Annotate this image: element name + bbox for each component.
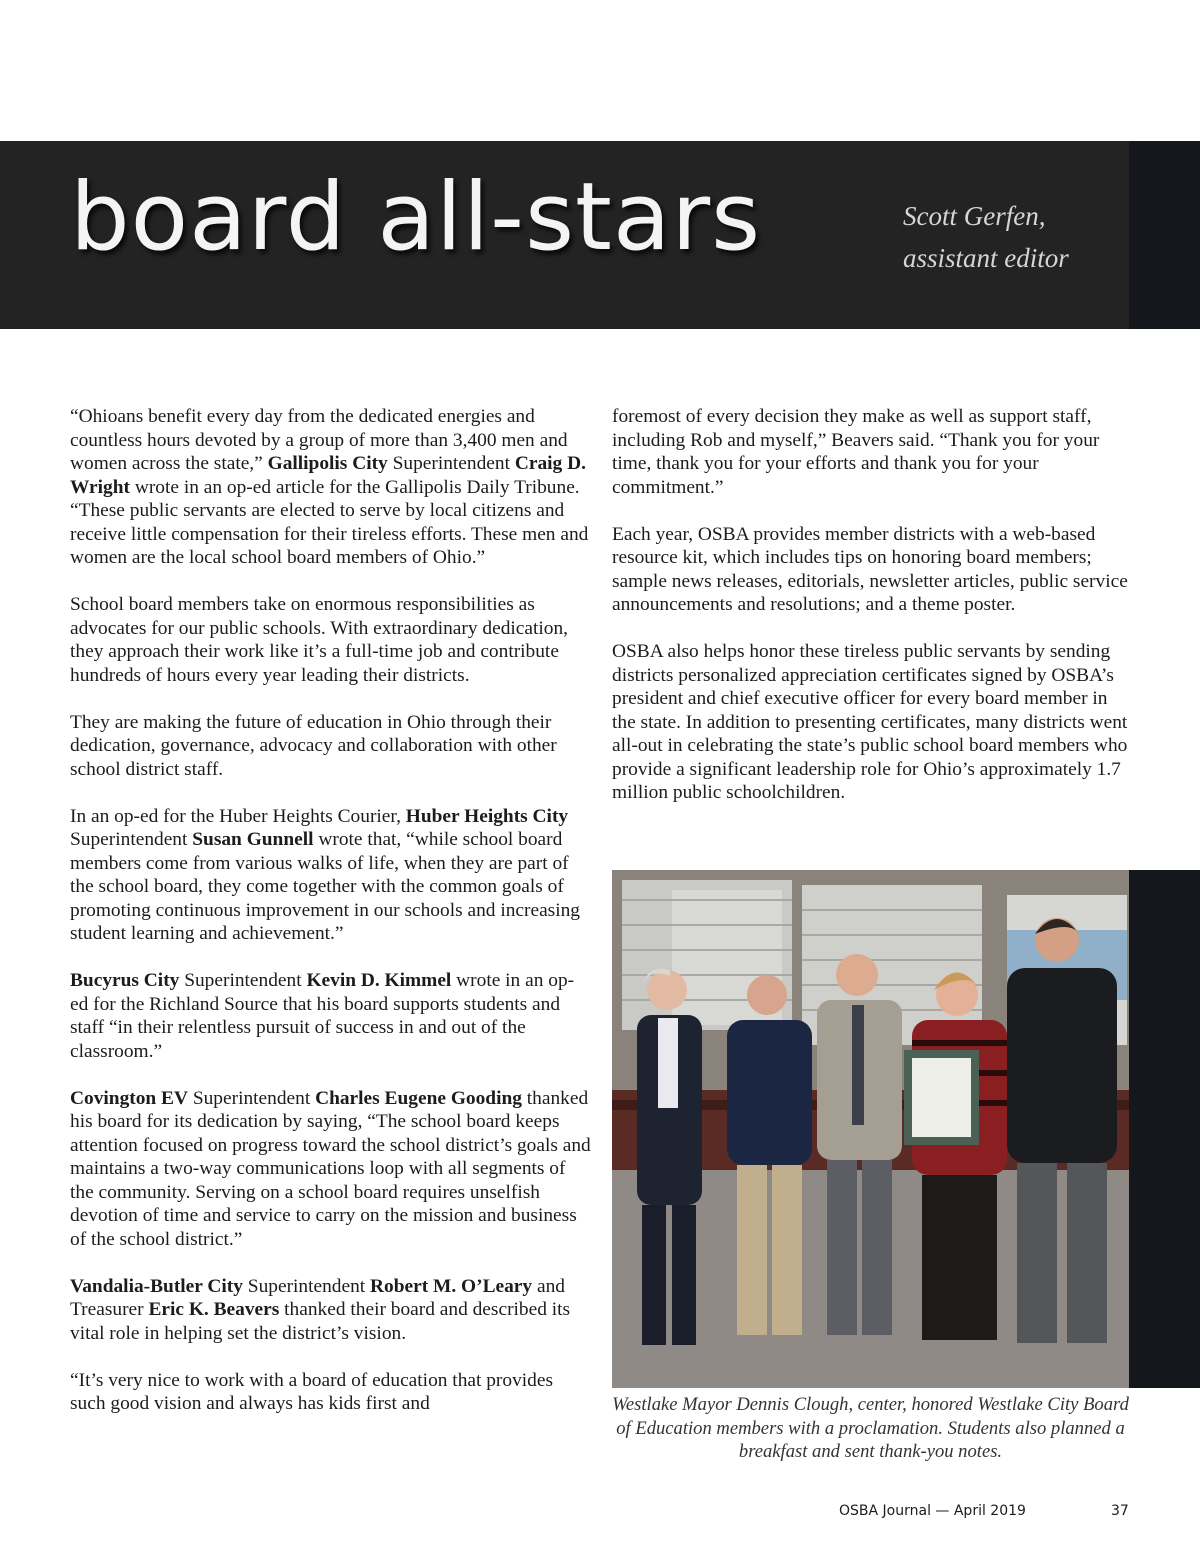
text-run: foremost of every decision they make as well as support staff, including Rob and myself,” Beavers said. “Thank you for your time, thank you for your efforts and thank you for your commitment.” <box>612 406 1100 498</box>
banner-edge-block <box>1129 141 1200 329</box>
text-run: School board members take on enormous responsibilities as advocates for our public schools. With extraordinary dedication, they approach their work like it’s a full-time job and contribute hundreds of hours every year leading their districts. <box>70 594 569 686</box>
article-paragraph <box>70 1275 592 1346</box>
article-paragraph <box>70 805 592 946</box>
text-run: Superintendent <box>387 453 515 474</box>
bold-name: Susan Gunnell <box>192 829 314 850</box>
bold-name: Bucyrus City <box>70 970 180 991</box>
text-run: wrote in an op-ed for the Richland Source that his board supports students and staff “in their relentless pursuit of success in and out of the classroom.” <box>70 970 575 1062</box>
article-paragraph <box>70 405 592 570</box>
bold-name: Gallipolis City <box>267 453 388 474</box>
text-run: Superintendent <box>179 970 307 991</box>
text-run: OSBA also helps honor these tireless public servants by sending districts personalized appreciation certificates signed by OSBA’s president and chief executive officer for every board member in the state. In addition to presenting certificates, many districts went all-out in celebrating the state’s public school board members who provide a significant leadership role for Ohio’s approximately 1.7 million public schoolchildren. <box>612 641 1128 803</box>
article-paragraph <box>70 1369 592 1416</box>
text-run: wrote that, “while school board members come from various walks of life, when they are part of the school board, they come together with the common goals of promoting continuous improvement in our schools and increasing student learning and achievement.” <box>70 829 580 944</box>
text-run: “It’s very nice to work with a board of education that provides such good vision and always has kids first and <box>70 1369 554 1414</box>
article-paragraph <box>612 523 1130 617</box>
text-run: wrote in an op-ed article for the Gallipolis Daily Tribune. “These public servants are elected to serve by local citizens and receive little compensation for their tireless efforts. These men and women are the local school board members of Ohio.” <box>70 476 589 568</box>
text-run: and Treasurer <box>70 1275 565 1320</box>
byline <box>903 195 1113 279</box>
group-photo <box>612 870 1129 1388</box>
text-run: thanked their board and described its vital role in helping set the district’s vision. <box>70 1299 571 1344</box>
right-text-column <box>612 405 1130 828</box>
photo-edge-block <box>1129 870 1200 1388</box>
photo-caption: Westlake Mayor Dennis Clough, center, honored Westlake City Board of Education members with a proclamation. Students also planned a breakfast and sent thank-you notes. <box>612 1394 1129 1462</box>
article-paragraph <box>612 640 1130 805</box>
bold-name: Vandalia-Butler City <box>70 1275 243 1297</box>
article-paragraph <box>70 593 592 687</box>
bold-name: Craig D. Wright <box>70 453 586 498</box>
page-number: 37 <box>1111 1503 1129 1519</box>
bold-name: Charles Eugene Gooding <box>315 1087 522 1109</box>
text-run: In an op-ed for the Huber Heights Courier, <box>70 805 406 827</box>
byline-role: assistant editor <box>903 243 1069 273</box>
text-run: Each year, OSBA provides member districts with a web-based resource kit, which includes tips on honoring board members; sample news releases, editorials, newsletter articles, public service announcements and resolutions; and a theme poster. <box>612 523 1128 615</box>
article-paragraph <box>70 1087 592 1252</box>
article-paragraph <box>70 711 592 782</box>
text-run: “Ohioans benefit every day from the dedicated energies and countless hours devoted by a group of more than 3,400 men and women across the state,” <box>70 406 568 474</box>
text-run: thanked his board for its dedication by saying, “The school board keeps attention focused on progress toward the school district’s goals and maintains a two-way communications loop with all segments of the community. Serving on a school board requires unselfish devotion of time and service to carry on the mission and business of the school district.” <box>70 1087 591 1250</box>
text-run: Superintendent <box>70 829 193 850</box>
footer-journal-name: OSBA Journal — April 2019 <box>839 1503 1026 1519</box>
bold-name: Huber Heights City <box>405 805 569 827</box>
bold-name: Kevin D. Kimmel <box>306 970 452 991</box>
text-run: They are making the future of education in Ohio through their dedication, governance, advocacy and collaboration with other school district staff. <box>70 711 557 780</box>
bold-name: Covington EV <box>70 1087 188 1109</box>
article-paragraph <box>612 405 1130 499</box>
article-paragraph <box>70 969 592 1063</box>
bold-name: Robert M. O’Leary <box>370 1275 533 1297</box>
byline-name: Scott Gerfen, <box>903 201 1046 231</box>
left-text-column <box>70 405 592 1439</box>
page-title: board all-stars <box>70 163 762 272</box>
text-run: Superintendent <box>242 1275 371 1297</box>
text-run: Superintendent <box>187 1087 316 1109</box>
bold-name: Eric K. Beavers <box>148 1299 280 1320</box>
